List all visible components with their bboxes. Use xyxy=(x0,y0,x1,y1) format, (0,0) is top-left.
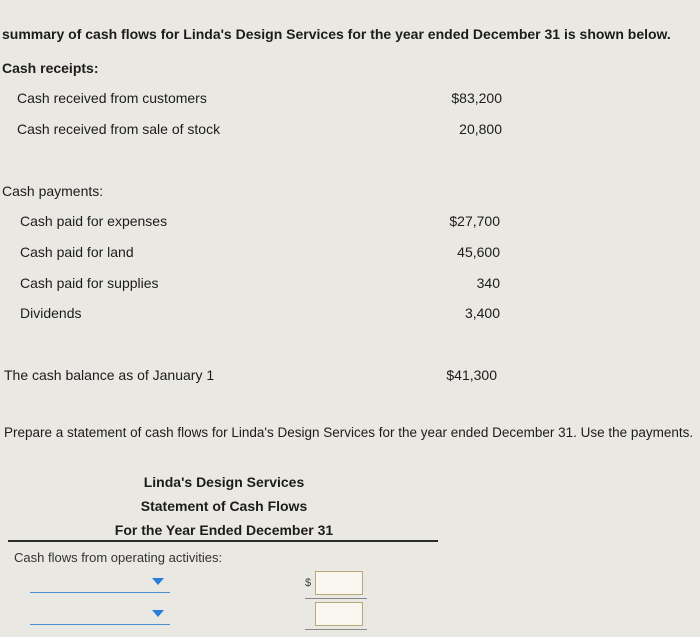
statement-company: Linda's Design Services xyxy=(143,474,305,490)
operating-activities-label: Cash flows from operating activities: xyxy=(14,550,223,565)
payment-label-expenses: Cash paid for expenses xyxy=(20,213,168,229)
cash-receipts-heading: Cash receipts: xyxy=(2,60,99,76)
statement-period: For the Year Ended December 31 xyxy=(114,522,334,538)
problem-intro: summary of cash flows for Linda's Design Services for the year ended December 31 is shown below. xyxy=(2,26,671,42)
instruction-text: Prepare a statement of cash flows for Linda's Design Services for the year ended December 31. Use the payments. xyxy=(4,425,694,440)
statement-divider xyxy=(8,540,438,542)
balance-label: The cash balance as of January 1 xyxy=(4,367,215,383)
receipt-label-stock: Cash received from sale of stock xyxy=(17,121,221,137)
line-item-select-1[interactable] xyxy=(30,574,170,593)
receipt-label-customers: Cash received from customers xyxy=(17,90,207,106)
currency-symbol: $ xyxy=(305,577,312,589)
balance-amount: $41,300 xyxy=(446,367,497,383)
chevron-down-icon xyxy=(152,578,164,585)
statement-title: Statement of Cash Flows xyxy=(140,498,308,514)
line-item-select-2[interactable] xyxy=(30,606,170,625)
payment-amount-expenses: $27,700 xyxy=(449,213,500,229)
payment-amount-supplies: 340 xyxy=(476,275,500,291)
amount-underline-2 xyxy=(305,629,367,630)
payment-label-supplies: Cash paid for supplies xyxy=(20,275,159,291)
amount-input-2[interactable] xyxy=(315,602,363,626)
cash-payments-heading: Cash payments: xyxy=(2,183,104,199)
receipt-amount-stock: 20,800 xyxy=(459,121,502,137)
receipt-amount-customers: $83,200 xyxy=(451,90,502,106)
payment-amount-land: 45,600 xyxy=(457,244,500,260)
chevron-down-icon xyxy=(152,610,164,617)
payment-label-dividends: Dividends xyxy=(20,305,82,321)
amount-input-1[interactable] xyxy=(315,571,363,595)
amount-underline-1 xyxy=(305,598,367,599)
payment-amount-dividends: 3,400 xyxy=(464,305,500,321)
payment-label-land: Cash paid for land xyxy=(20,244,134,260)
